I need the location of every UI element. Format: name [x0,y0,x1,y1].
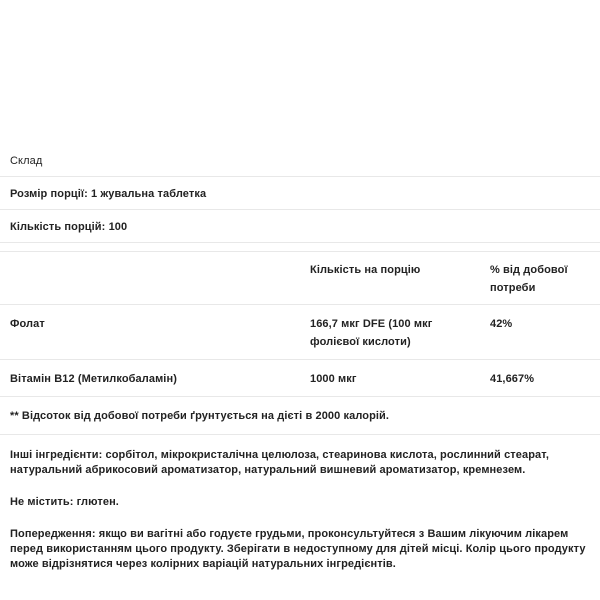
servings-per-container-row [0,210,600,243]
facts-footnote-row [0,397,600,435]
facts-title-row [0,145,600,177]
supplement-facts-table [0,145,600,435]
table-row [0,360,600,397]
other-ingredients-text: Інші інгредієнти: сорбітол, мікрокристалічна целюлоза, стеаринова кислота, рослинний стеарат, натуральний абрикосовий ароматизатор, натуральний вишневий ароматизатор, кремнезем. [10,449,550,476]
nutrient-name: Вітамін B12 (Метилкобаламін) [10,373,177,385]
facts-column-header-row [0,252,600,305]
daily-value-footnote: ** Відсоток від добової потреби ґрунтується на дієті в 2000 калорій. [10,410,390,422]
nutrient-name: Фолат [10,318,45,330]
nutrient-amount: 1000 мкг [310,373,357,385]
column-header-daily-value: % від добової потреби [490,264,568,294]
serving-size-label: Розмір порції: 1 жувальна таблетка [10,188,207,200]
warning-text: Попередження: якщо ви вагітні або годуєте грудьми, проконсультуйтеся з Вашим лікуючим лікарем перед використанням цього продукту. Зберігати в недоступному для дітей місці. Колір цього продукту може відрізнятися через колірних варіацій натуральних інгредієнтів. [10,528,586,570]
top-spacer [0,0,600,145]
serving-size-row [0,177,600,210]
free-from-text: Не містить: глютен. [10,496,119,508]
servings-per-container-label: Кількість порцій: 100 [10,221,128,233]
facts-title: Склад [10,155,43,167]
column-header-amount: Кількість на порцію [310,264,421,276]
nutrient-daily-value: 41,667% [490,373,535,385]
table-blank-row [0,243,600,252]
product-details [0,448,600,572]
nutrient-amount: 166,7 мкг DFE (100 мкг фолієвої кислоти) [310,318,433,348]
nutrient-daily-value: 42% [490,318,513,330]
table-row [0,305,600,360]
